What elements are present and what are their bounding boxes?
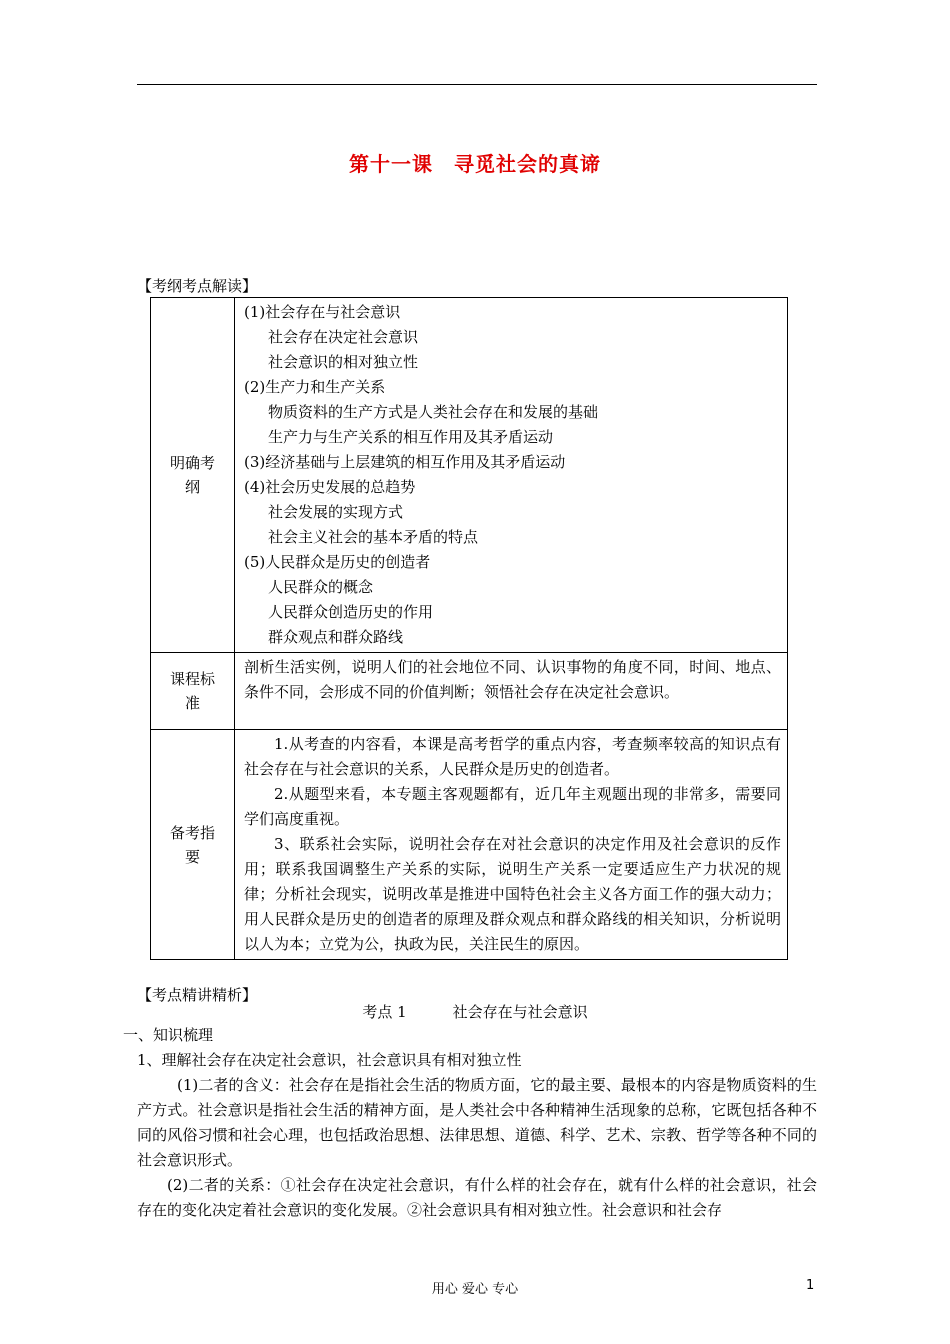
list-item: (5)人民群众是历史的创造者 — [244, 553, 431, 571]
row-label: 明确考纲 — [169, 454, 215, 496]
paragraph: 2.从题型来看，本专题主客观题都有，近几年主观题出现的非常多，需要同学们高度重视。 — [244, 785, 781, 828]
row-content-cell — [235, 298, 788, 653]
list-item: (2)生产力和生产关系 — [244, 378, 386, 396]
list-item: 生产力与生产关系的相互作用及其矛盾运动 — [268, 428, 554, 446]
list-item: 社会发展的实现方式 — [268, 503, 404, 521]
kaodian-number: 考点 1 — [362, 1003, 407, 1021]
row-label: 备考指要 — [169, 823, 215, 866]
list-item: 物质资料的生产方式是人类社会存在和发展的基础 — [268, 403, 599, 421]
row-label: 课程标准 — [169, 670, 215, 712]
list-item: 社会存在决定社会意识 — [268, 328, 419, 346]
list-item: 社会意识的相对独立性 — [268, 353, 419, 371]
page-number: 1 — [806, 1278, 815, 1293]
row-label-cell — [151, 653, 235, 730]
paragraph: (2)二者的关系：①社会存在决定社会意识，有什么样的社会存在，就有什么样的社会意识，社会存在的变化决定着社会意识的变化发展。②社会意识具有相对独立性。社会意识和社会存 — [137, 1176, 817, 1219]
list-item: (4)社会历史发展的总趋势 — [244, 478, 416, 496]
kaodian-name: 社会存在与社会意识 — [452, 1003, 588, 1021]
lesson-title: 第十一课 寻觅社会的真谛 — [349, 152, 601, 176]
subheading: 1、理解社会存在决定社会意识，社会意识具有相对独立性 — [137, 1051, 522, 1069]
paragraph: 3、联系社会实际，说明社会存在对社会意识的决定作用及社会意识的反作用；联系我国调整生产关系的实际，说明生产关系一定要适应生产力状况的规律；分析社会现实，说明改革是推进中国特色社会主义各方面工作的强大动力；用人民群众是历史的创造者的原理及群众观点和群众路线的相关知识，分析说明以人为本；立党为公，执政为民，关注民生的原因。 — [244, 835, 781, 953]
paragraph: 剖析生活实例，说明人们的社会地位不同、认识事物的角度不同，时间、地点、条件不同，会形成不同的价值判断；领悟社会存在决定社会意识。 — [244, 658, 781, 701]
kaodian-heading — [0, 1001, 950, 1022]
page-footer: 用心 爱心 专心 — [431, 1282, 519, 1297]
header-rule — [137, 84, 817, 85]
paragraph: 1.从考查的内容看，本课是高考哲学的重点内容，考查频率较高的知识点有社会存在与社会意识的关系，人民群众是历史的创造者。 — [244, 735, 781, 778]
list-item: 人民群众创造历史的作用 — [268, 603, 434, 621]
table-row — [151, 653, 788, 730]
subheading: 一、知识梳理 — [123, 1026, 214, 1044]
row-content-cell — [235, 730, 788, 960]
list-item: 群众观点和群众路线 — [268, 628, 404, 646]
section-heading-analysis: 【考点精讲精析】 — [137, 986, 258, 1004]
list-item: 人民群众的概念 — [268, 578, 374, 596]
row-label-cell — [151, 298, 235, 653]
list-item: (3)经济基础与上层建筑的相互作用及其矛盾运动 — [244, 453, 566, 471]
table-row — [151, 298, 788, 653]
section-heading-outline: 【考纲考点解读】 — [137, 277, 258, 295]
list-item: 社会主义社会的基本矛盾的特点 — [268, 528, 479, 546]
paragraph: (1)二者的含义：社会存在是指社会生活的物质方面，它的最主要、最根本的内容是物质资料的生产方式。社会意识是指社会生活的精神方面，是人类社会中各种精神生活现象的总称，它既包括各种不同的风俗习惯和社会心理，也包括政治思想、法律思想、道德、科学、艺术、宗教、哲学等各种不同的社会意识形式。 — [137, 1076, 817, 1169]
table-row — [151, 730, 788, 960]
list-item: (1)社会存在与社会意识 — [244, 303, 401, 321]
row-content-cell — [235, 653, 788, 730]
row-label-cell — [151, 730, 235, 960]
exam-outline-table — [150, 297, 788, 960]
knowledge-section — [123, 1023, 817, 1223]
